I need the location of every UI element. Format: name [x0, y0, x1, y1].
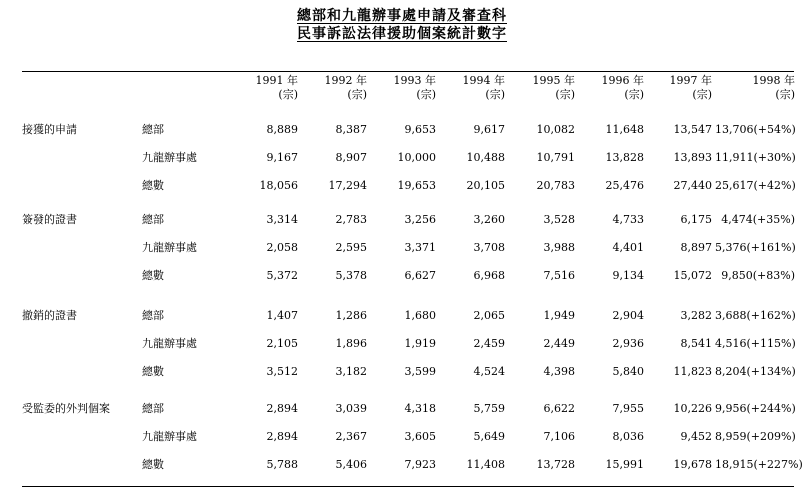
table-cell: 4,516(+115%)	[715, 337, 796, 350]
year-label: 1995 年	[532, 74, 575, 87]
table-cell: 9,850(+83%)	[721, 269, 795, 282]
table-cell: 6,968	[473, 269, 505, 282]
table-cell: 2,065	[473, 309, 505, 322]
table-cell: 13,547	[673, 123, 712, 136]
table-bottom-rule	[22, 486, 794, 487]
table-cell: 8,897	[680, 241, 712, 254]
table-cell: 4,398	[543, 365, 575, 378]
category-label: 簽發的證書	[22, 213, 77, 226]
table-top-rule	[22, 71, 794, 72]
table-cell: 5,406	[335, 458, 367, 471]
year-label: 1994 年	[462, 74, 505, 87]
office-label: 總數	[142, 365, 164, 378]
table-cell: 4,401	[612, 241, 644, 254]
unit-label: (宗)	[485, 88, 505, 101]
table-cell: 3,688(+162%)	[715, 309, 796, 322]
column-header-year	[218, 74, 298, 102]
table-cell: 10,791	[536, 151, 575, 164]
office-label: 總數	[142, 179, 164, 192]
table-cell: 5,840	[612, 365, 644, 378]
table-cell: 17,294	[328, 179, 367, 192]
year-label: 1998 年	[752, 74, 795, 87]
table-row	[0, 240, 804, 256]
table-cell: 25,617(+42%)	[715, 179, 796, 192]
table-cell: 9,167	[266, 151, 298, 164]
table-cell: 8,889	[266, 123, 298, 136]
table-cell: 1,680	[404, 309, 436, 322]
table-cell: 4,318	[404, 402, 436, 415]
office-label: 總部	[142, 402, 164, 415]
office-label: 九龍辦事處	[142, 151, 197, 164]
category-label: 接獲的申請	[22, 123, 77, 136]
table-cell: 19,653	[397, 179, 436, 192]
column-header-year	[715, 74, 795, 102]
table-cell: 3,599	[404, 365, 436, 378]
office-label: 總部	[142, 123, 164, 136]
table-cell: 13,828	[605, 151, 644, 164]
table-cell: 7,955	[612, 402, 644, 415]
table-cell: 3,371	[404, 241, 436, 254]
table-cell: 1,919	[404, 337, 436, 350]
table-cell: 2,894	[266, 430, 298, 443]
table-cell: 9,452	[680, 430, 712, 443]
table-cell: 1,286	[335, 309, 367, 322]
report-title	[0, 7, 804, 43]
table-cell: 8,541	[680, 337, 712, 350]
table-cell: 1,949	[543, 309, 575, 322]
table-row	[0, 336, 804, 352]
table-cell: 5,376(+161%)	[715, 241, 796, 254]
table-cell: 11,911(+30%)	[715, 151, 796, 164]
table-cell: 20,105	[466, 179, 505, 192]
table-cell: 5,759	[473, 402, 505, 415]
column-header-year	[287, 74, 367, 102]
table-cell: 10,082	[536, 123, 575, 136]
table-row	[0, 268, 804, 284]
table-cell: 2,894	[266, 402, 298, 415]
table-cell: 10,226	[673, 402, 712, 415]
table-cell: 3,988	[543, 241, 575, 254]
category-label: 受監委的外判個案	[22, 402, 110, 415]
office-label: 九龍辦事處	[142, 337, 197, 350]
table-cell: 3,260	[473, 213, 505, 226]
table-cell: 3,256	[404, 213, 436, 226]
table-cell: 7,516	[543, 269, 575, 282]
unit-label: (宗)	[692, 88, 712, 101]
table-cell: 3,182	[335, 365, 367, 378]
table-cell: 25,476	[605, 179, 644, 192]
table-cell: 18,915(+227%)	[715, 458, 803, 471]
table-cell: 7,923	[404, 458, 436, 471]
unit-label: (宗)	[347, 88, 367, 101]
table-cell: 3,039	[335, 402, 367, 415]
table-cell: 2,459	[473, 337, 505, 350]
office-label: 九龍辦事處	[142, 241, 197, 254]
column-header-year	[356, 74, 436, 102]
table-cell: 3,282	[680, 309, 712, 322]
table-cell: 10,000	[397, 151, 436, 164]
table-cell: 8,959(+209%)	[715, 430, 796, 443]
table-cell: 3,512	[266, 365, 298, 378]
table-row	[0, 122, 804, 138]
office-label: 總部	[142, 309, 164, 322]
table-cell: 1,407	[266, 309, 298, 322]
table-row	[0, 364, 804, 380]
column-header-year	[425, 74, 505, 102]
table-cell: 2,595	[335, 241, 367, 254]
table-cell: 11,408	[466, 458, 505, 471]
title-line-1: 總部和九龍辦事處申請及審查科	[297, 8, 507, 24]
year-label: 1991 年	[255, 74, 298, 87]
table-cell: 8,204(+134%)	[715, 365, 796, 378]
table-cell: 5,649	[473, 430, 505, 443]
unit-label: (宗)	[624, 88, 644, 101]
table-cell: 7,106	[543, 430, 575, 443]
office-label: 總部	[142, 213, 164, 226]
table-cell: 9,956(+244%)	[715, 402, 796, 415]
table-cell: 9,134	[612, 269, 644, 282]
table-cell: 8,036	[612, 430, 644, 443]
table-cell: 8,907	[335, 151, 367, 164]
table-cell: 2,936	[612, 337, 644, 350]
table-row	[0, 178, 804, 194]
table-cell: 9,653	[404, 123, 436, 136]
year-label: 1996 年	[601, 74, 644, 87]
table-cell: 15,991	[605, 458, 644, 471]
table-cell: 2,105	[266, 337, 298, 350]
table-cell: 6,627	[404, 269, 436, 282]
table-row	[0, 308, 804, 324]
table-cell: 2,783	[335, 213, 367, 226]
year-label: 1992 年	[324, 74, 367, 87]
office-label: 總數	[142, 269, 164, 282]
table-cell: 4,733	[612, 213, 644, 226]
table-cell: 3,708	[473, 241, 505, 254]
table-cell: 5,378	[335, 269, 367, 282]
title-line-2: 民事訴訟法律援助個案統計數字	[297, 26, 507, 42]
table-cell: 3,605	[404, 430, 436, 443]
table-cell: 4,524	[473, 365, 505, 378]
table-cell: 3,528	[543, 213, 575, 226]
office-label: 總數	[142, 458, 164, 471]
year-label: 1997 年	[669, 74, 712, 87]
table-cell: 15,072	[673, 269, 712, 282]
column-header-year	[632, 74, 712, 102]
unit-label: (宗)	[416, 88, 436, 101]
table-cell: 2,449	[543, 337, 575, 350]
table-cell: 9,617	[473, 123, 505, 136]
category-label: 撤銷的證書	[22, 309, 77, 322]
table-cell: 8,387	[335, 123, 367, 136]
table-cell: 2,367	[335, 430, 367, 443]
unit-label: (宗)	[775, 88, 795, 101]
table-cell: 10,488	[466, 151, 505, 164]
table-cell: 6,622	[543, 402, 575, 415]
table-cell: 1,896	[335, 337, 367, 350]
table-cell: 27,440	[673, 179, 712, 192]
table-cell: 2,904	[612, 309, 644, 322]
table-row	[0, 212, 804, 228]
table-cell: 2,058	[266, 241, 298, 254]
table-cell: 4,474(+35%)	[721, 213, 795, 226]
table-row	[0, 401, 804, 417]
table-cell: 6,175	[680, 213, 712, 226]
table-row	[0, 429, 804, 445]
unit-label: (宗)	[278, 88, 298, 101]
table-cell: 5,372	[266, 269, 298, 282]
table-cell: 13,706(+54%)	[715, 123, 796, 136]
table-cell: 11,648	[605, 123, 644, 136]
table-cell: 20,783	[536, 179, 575, 192]
column-header-year	[495, 74, 575, 102]
unit-label: (宗)	[555, 88, 575, 101]
table-row	[0, 457, 804, 473]
table-cell: 11,823	[673, 365, 712, 378]
table-cell: 3,314	[266, 213, 298, 226]
table-cell: 5,788	[266, 458, 298, 471]
table-cell: 18,056	[259, 179, 298, 192]
table-cell: 13,728	[536, 458, 575, 471]
table-cell: 13,893	[673, 151, 712, 164]
office-label: 九龍辦事處	[142, 430, 197, 443]
table-row	[0, 150, 804, 166]
year-label: 1993 年	[393, 74, 436, 87]
table-cell: 19,678	[673, 458, 712, 471]
